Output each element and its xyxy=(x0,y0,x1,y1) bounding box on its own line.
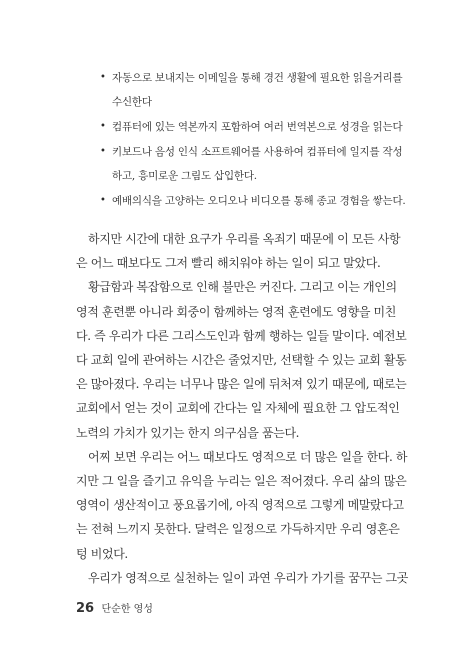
body-line: 는 전혀 느끼지 못한다. 달력은 일정으로 가득하지만 우리 영혼은 xyxy=(76,522,400,537)
page-number: 26 xyxy=(76,601,95,616)
body-line: 다. 즉 우리가 다른 그리스도인과 함께 행하는 일들 말이다. 예전보 xyxy=(76,328,407,343)
body-line: 지만 그 일을 즐기고 유익을 누리는 일은 적어졌다. 우리 삶의 많은 xyxy=(76,474,407,489)
body-text xyxy=(76,227,409,590)
bullet-item xyxy=(100,140,403,188)
bullet-line: 수신한다 xyxy=(112,96,152,108)
body-line: 영적 훈련뿐 아니라 회중이 함께하는 영적 훈련에도 영향을 미친 xyxy=(76,304,397,319)
bullet-line: 자동으로 보내지는 이메일을 통해 경건 생활에 필요한 읽을거리를 xyxy=(112,72,403,84)
bullet-line: 하고, 흥미로운 그림도 삽입한다. xyxy=(112,170,257,182)
bullet-item xyxy=(100,66,403,114)
body-line: 노력의 가치가 있기는 한지 의구심을 품는다. xyxy=(76,425,300,440)
bullet-list xyxy=(100,66,406,214)
body-line: 황급함과 복잡함으로 인해 불만은 커진다. 그리고 이는 개인의 xyxy=(88,280,397,295)
body-line: 텅 비었다. xyxy=(76,546,128,561)
body-line: 어찌 보면 우리는 어느 때보다도 영적으로 더 많은 일을 한다. 하 xyxy=(88,449,408,464)
bullet-dot-icon: • xyxy=(100,72,106,83)
body-line: 다 교회 일에 관여하는 시간은 줄었지만, 선택할 수 있는 교회 활동 xyxy=(76,353,407,368)
body-line: 우리가 영적으로 실천하는 일이 과연 우리가 가기를 꿈꾸는 그곳 xyxy=(88,570,409,585)
body-line: 은 많아졌다. 우리는 너무나 많은 일에 뒤처져 있기 때문에, 때로는 xyxy=(76,377,407,392)
body-line: 하지만 시간에 대한 요구가 우리를 옥죄기 때문에 이 모든 사항 xyxy=(88,232,401,246)
bullet-dot-icon: • xyxy=(100,121,106,132)
bullet-item xyxy=(100,115,403,139)
bullet-line: 키보드나 음성 인식 소프트웨어를 사용하여 컴퓨터에 일지를 작성 xyxy=(112,146,403,158)
body-line: 영역이 생산적이고 풍요롭기에, 아직 영적으로 그렇게 메말랐다고 xyxy=(76,498,404,513)
book-title: 단순한 영성 xyxy=(101,604,153,615)
bullet-dot-icon: • xyxy=(100,146,106,157)
page-footer xyxy=(76,600,153,616)
bullet-line: 예배의식을 고양하는 오디오나 비디오를 통해 종교 경험을 쌓는다. xyxy=(112,195,406,207)
body-line: 교회에서 얻는 것이 교회에 간다는 일 자체에 필요한 그 압도적인 xyxy=(76,401,400,416)
bullet-item xyxy=(100,189,406,213)
bullet-dot-icon: • xyxy=(100,195,106,206)
bullet-line: 컴퓨터에 있는 역본까지 포함하여 여러 번역본으로 성경을 읽는다 xyxy=(112,121,403,133)
body-line: 은 어느 때보다도 그저 빨리 해치워야 하는 일이 되고 말았다. xyxy=(76,256,381,271)
